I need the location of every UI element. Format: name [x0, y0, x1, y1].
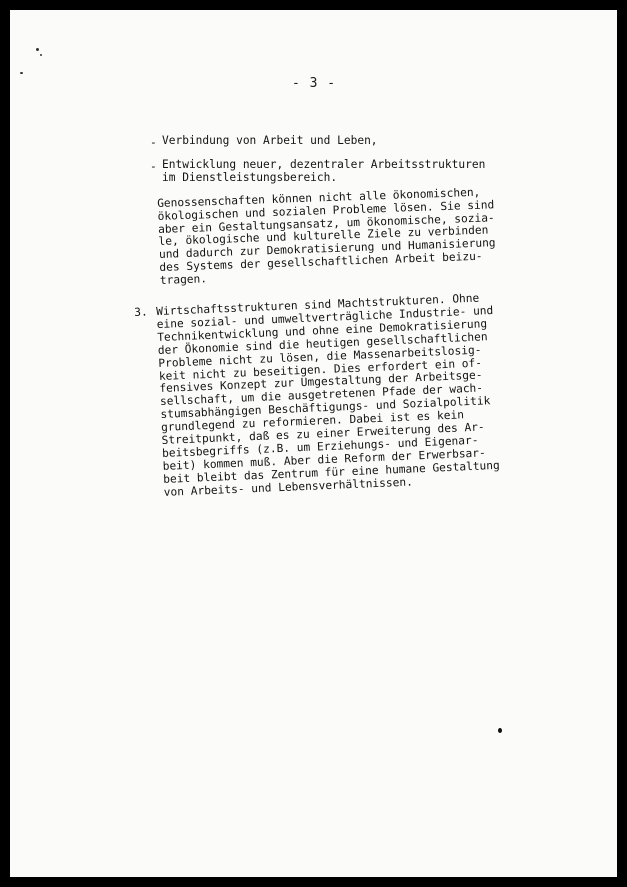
numbered-item [134, 290, 542, 500]
body-paragraph: Genossenschaften können nicht alle ökonomischen, ökologischen und sozialen Probleme lösen. Sie sind aber ein Gestaltungsansatz, um ökonomische, sozia- le, ökologische und kulturelle Ziele zu verbinden und dadurch zur Demokratisierung und Humanisierung des Systems der gesellschaftlichen Arbeit beizu- tragen. [156, 185, 496, 287]
page-number: - 3 - [292, 76, 337, 91]
bullet-list [150, 134, 530, 193]
list-item [150, 158, 530, 185]
scan-speck [20, 72, 23, 74]
bullet-dash: - [150, 136, 157, 149]
list-item [150, 134, 530, 150]
scan-speck [36, 48, 39, 51]
bullet-dash: - [150, 159, 157, 173]
item-number: 3. [133, 305, 148, 319]
scan-speck [40, 54, 42, 56]
item-text: Wirtschaftsstrukturen sind Machtstrukturen. Ohne eine sozial- und umweltverträgliche Industrie- und Technikentwicklung und ohne eine Demokratisierung der Ökonomie sind die heutigen gesellschaftlichen Probleme nicht zu lösen, die Massenarbeitslosig- keit nicht zu beseitigen. Dies erfordert ein of- fensives Konzept zur Umgestaltung der Arbeitsge- sellschaft, um die ausgetretenen Pfade der wach- stumsabhängigen Beschäftigungs- und Sozialpolitik grundlegend zu reformieren. Dabei ist es kein Streitpunkt, daß es zu einer Erweiterung des Ar- beitsbegriffs (z.B. um Erziehungs- und Eigenar- beit) kommen muß. Aber die Reform der Erwerbsar- beit bleibt das Zentrum für eine humane Gestaltung von Arbeits- und Lebensverhältnissen. [155, 291, 500, 499]
bullet-text: Verbindung von Arbeit und Leben, [162, 134, 378, 147]
bullet-text: Entwicklung neuer, dezentraler Arbeitsstrukturen im Dienstleistungsbereich. [162, 157, 486, 184]
document-page [10, 10, 617, 877]
scan-speck [498, 728, 502, 733]
